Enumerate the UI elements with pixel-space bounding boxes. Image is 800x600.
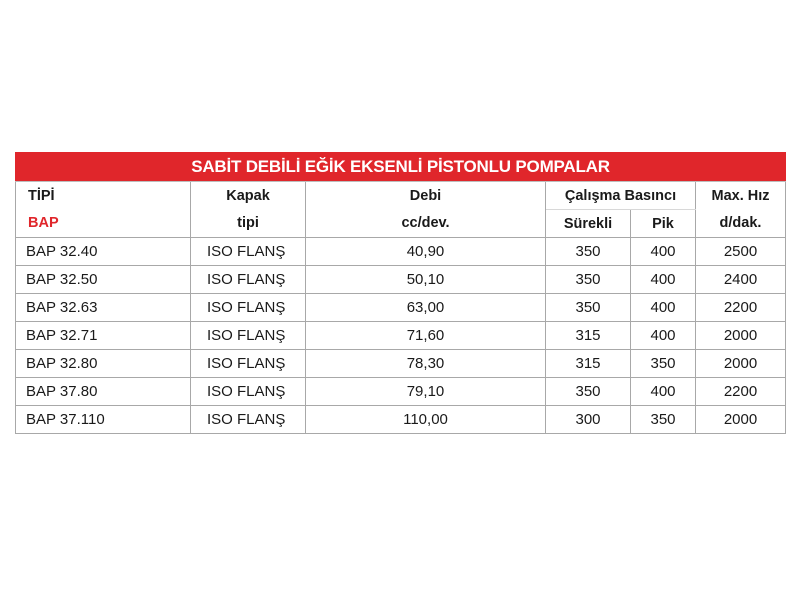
cell-hiz: 2000	[696, 406, 786, 434]
cell-hiz: 2400	[696, 266, 786, 294]
header-debi: Debi	[306, 182, 546, 210]
cell-debi: 50,10	[306, 266, 546, 294]
cell-debi: 110,00	[306, 406, 546, 434]
header-debi-sub: cc/dev.	[306, 210, 546, 238]
cell-pik: 400	[631, 294, 696, 322]
cell-surekli: 315	[546, 350, 631, 378]
cell-pik: 400	[631, 266, 696, 294]
cell-tip: BAP 32.63	[16, 294, 191, 322]
table-row	[16, 406, 786, 434]
table-title-row	[16, 153, 786, 182]
header-kapak: Kapak	[191, 182, 306, 210]
table-row	[16, 322, 786, 350]
table-title: SABİT DEBİLİ EĞİK EKSENLİ PİSTONLU POMPALAR	[16, 153, 786, 182]
cell-pik: 400	[631, 378, 696, 406]
cell-debi: 78,30	[306, 350, 546, 378]
cell-debi: 63,00	[306, 294, 546, 322]
cell-kapak: ISO FLANŞ	[191, 378, 306, 406]
cell-surekli: 350	[546, 266, 631, 294]
cell-hiz: 2000	[696, 322, 786, 350]
table-row	[16, 266, 786, 294]
header-tip-sub	[16, 210, 191, 238]
cell-debi: 40,90	[306, 238, 546, 266]
header-bap-label: BAP	[28, 215, 59, 232]
pump-spec-table-container	[15, 152, 785, 434]
cell-hiz: 2000	[696, 350, 786, 378]
cell-debi: 79,10	[306, 378, 546, 406]
header-row-2	[16, 210, 786, 238]
header-calisma-basinci: Çalışma Basıncı	[546, 182, 696, 210]
cell-pik: 400	[631, 238, 696, 266]
cell-tip: BAP 37.80	[16, 378, 191, 406]
header-kapak-sub: tipi	[191, 210, 306, 238]
cell-hiz: 2200	[696, 378, 786, 406]
cell-tip: BAP 32.50	[16, 266, 191, 294]
cell-surekli: 350	[546, 238, 631, 266]
cell-kapak: ISO FLANŞ	[191, 266, 306, 294]
header-hiz-sub: d/dak.	[696, 210, 786, 238]
header-tip: TİPİ	[16, 182, 191, 210]
header-pik: Pik	[631, 210, 696, 238]
cell-surekli: 300	[546, 406, 631, 434]
cell-kapak: ISO FLANŞ	[191, 294, 306, 322]
header-row-1	[16, 182, 786, 210]
header-surekli: Sürekli	[546, 210, 631, 238]
cell-kapak: ISO FLANŞ	[191, 322, 306, 350]
cell-debi: 71,60	[306, 322, 546, 350]
cell-kapak: ISO FLANŞ	[191, 406, 306, 434]
cell-kapak: ISO FLANŞ	[191, 350, 306, 378]
cell-pik: 350	[631, 350, 696, 378]
cell-tip: BAP 32.71	[16, 322, 191, 350]
cell-pik: 400	[631, 322, 696, 350]
pump-spec-table	[15, 152, 786, 434]
cell-tip: BAP 32.80	[16, 350, 191, 378]
table-row	[16, 350, 786, 378]
table-row	[16, 378, 786, 406]
cell-surekli: 350	[546, 378, 631, 406]
cell-surekli: 315	[546, 322, 631, 350]
cell-tip: BAP 32.40	[16, 238, 191, 266]
header-max-hiz: Max. Hız	[696, 182, 786, 210]
cell-surekli: 350	[546, 294, 631, 322]
cell-tip: BAP 37.110	[16, 406, 191, 434]
table-row	[16, 294, 786, 322]
table-row	[16, 238, 786, 266]
cell-kapak: ISO FLANŞ	[191, 238, 306, 266]
cell-pik: 350	[631, 406, 696, 434]
cell-hiz: 2200	[696, 294, 786, 322]
cell-hiz: 2500	[696, 238, 786, 266]
